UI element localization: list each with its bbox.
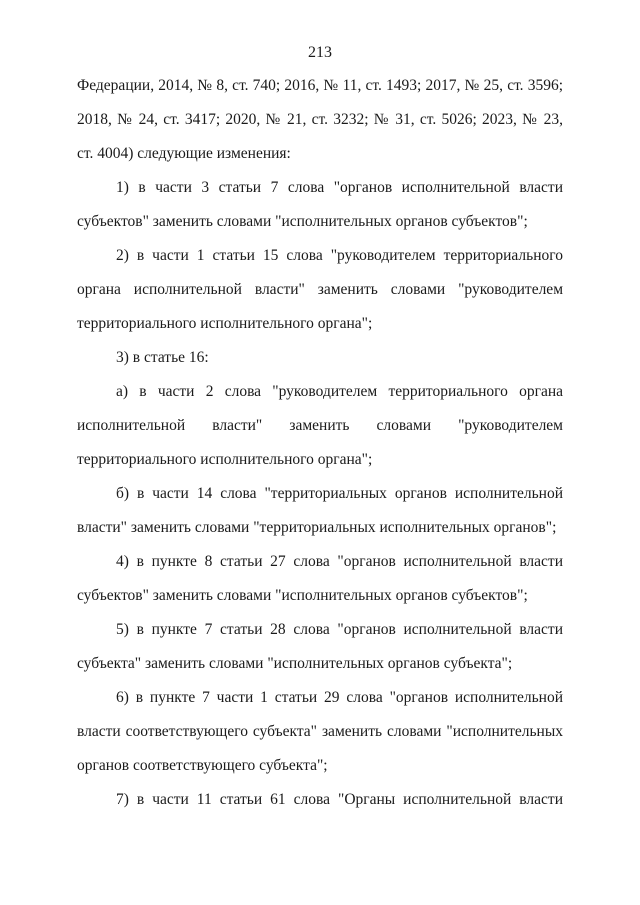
- text-line: территориального исполнительного органа";: [77, 315, 373, 332]
- text-line: власти соответствующего субъекта" заменить словами "исполнительных: [77, 723, 563, 740]
- text-line: субъекта" заменить словами "исполнительных органов субъекта";: [77, 655, 513, 672]
- text-line: б) в части 14 слова "территориальных органов исполнительной: [116, 485, 563, 502]
- text-line: субъектов" заменить словами "исполнительных органов субъектов";: [77, 587, 528, 604]
- text-line: субъектов" заменить словами "исполнительных органов субъектов";: [77, 213, 528, 230]
- text-line: Федерации, 2014, № 8, ст. 740; 2016, № 11, ст. 1493; 2017, № 25, ст. 3596;: [77, 77, 563, 94]
- text-line: территориального исполнительного органа";: [77, 451, 373, 468]
- text-line: 5) в пункте 7 статьи 28 слова "органов исполнительной власти: [116, 621, 563, 638]
- text-line: 2018, № 24, ст. 3417; 2020, № 21, ст. 3232; № 31, ст. 5026; 2023, № 23,: [77, 111, 563, 128]
- text-line: органов соответствующего субъекта";: [77, 757, 328, 774]
- text-line: исполнительной власти" заменить словами "руководителем: [77, 417, 563, 434]
- text-line: а) в части 2 слова "руководителем территориального органа: [116, 383, 563, 400]
- page-number: 213: [308, 44, 332, 61]
- text-line: 3) в статье 16:: [116, 349, 209, 366]
- text-line: 6) в пункте 7 части 1 статьи 29 слова "органов исполнительной: [116, 689, 563, 706]
- text-line: 2) в части 1 статьи 15 слова "руководителем территориального: [116, 247, 563, 264]
- text-line: 4) в пункте 8 статьи 27 слова "органов исполнительной власти: [116, 553, 563, 570]
- text-line: ст. 4004) следующие изменения:: [77, 145, 291, 162]
- text-line: власти" заменить словами "территориальных исполнительных органов";: [77, 519, 557, 536]
- text-line: 7) в части 11 статьи 61 слова "Органы исполнительной власти: [116, 791, 563, 808]
- text-line: 1) в части 3 статьи 7 слова "органов исполнительной власти: [116, 179, 563, 196]
- text-line: органа исполнительной власти" заменить словами "руководителем: [77, 281, 563, 298]
